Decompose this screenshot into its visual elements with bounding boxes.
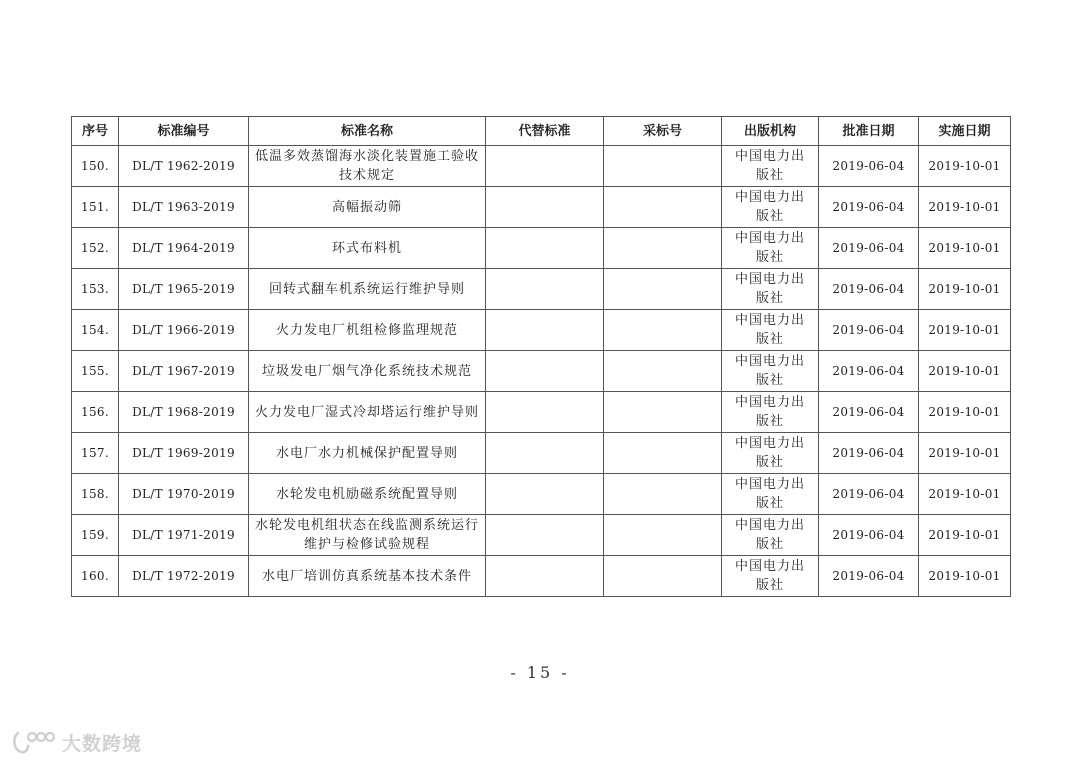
cell-approval-date: 2019-06-04: [819, 146, 919, 187]
cell-replaces: [486, 228, 604, 269]
header-publisher: 出版机构: [722, 117, 819, 146]
header-replaces: 代替标准: [486, 117, 604, 146]
cell-adopted-no: [604, 515, 722, 556]
table-row: [72, 392, 1011, 433]
cell-seq: 158.: [72, 474, 119, 515]
brand-logo-icon: [10, 729, 56, 755]
cell-standard-name: 高幅振动筛: [249, 187, 486, 228]
cell-standard-code: DL/T 1963-2019: [119, 187, 249, 228]
cell-effective-date: 2019-10-01: [919, 392, 1011, 433]
cell-approval-date: 2019-06-04: [819, 187, 919, 228]
cell-approval-date: 2019-06-04: [819, 556, 919, 597]
cell-standard-name: 垃圾发电厂烟气净化系统技术规范: [249, 351, 486, 392]
cell-adopted-no: [604, 474, 722, 515]
cell-seq: 157.: [72, 433, 119, 474]
cell-standard-name: 火力发电厂湿式冷却塔运行维护导则: [249, 392, 486, 433]
cell-replaces: [486, 515, 604, 556]
cell-publisher: 中国电力出版社: [722, 310, 819, 351]
cell-publisher: 中国电力出版社: [722, 433, 819, 474]
cell-standard-name: 水轮发电机组状态在线监测系统运行维护与检修试验规程: [249, 515, 486, 556]
cell-publisher: 中国电力出版社: [722, 187, 819, 228]
cell-publisher: 中国电力出版社: [722, 474, 819, 515]
cell-effective-date: 2019-10-01: [919, 228, 1011, 269]
cell-approval-date: 2019-06-04: [819, 433, 919, 474]
watermark: [10, 728, 142, 756]
table-row: [72, 146, 1011, 187]
cell-adopted-no: [604, 269, 722, 310]
cell-publisher: 中国电力出版社: [722, 515, 819, 556]
cell-replaces: [486, 310, 604, 351]
cell-publisher: 中国电力出版社: [722, 556, 819, 597]
cell-adopted-no: [604, 310, 722, 351]
cell-effective-date: 2019-10-01: [919, 515, 1011, 556]
cell-effective-date: 2019-10-01: [919, 351, 1011, 392]
cell-approval-date: 2019-06-04: [819, 515, 919, 556]
cell-replaces: [486, 351, 604, 392]
table-row: [72, 228, 1011, 269]
cell-standard-code: DL/T 1965-2019: [119, 269, 249, 310]
cell-effective-date: 2019-10-01: [919, 433, 1011, 474]
cell-standard-code: DL/T 1970-2019: [119, 474, 249, 515]
table-row: [72, 187, 1011, 228]
cell-publisher: 中国电力出版社: [722, 269, 819, 310]
cell-effective-date: 2019-10-01: [919, 310, 1011, 351]
cell-replaces: [486, 474, 604, 515]
cell-adopted-no: [604, 433, 722, 474]
cell-replaces: [486, 556, 604, 597]
table-row: [72, 351, 1011, 392]
cell-seq: 151.: [72, 187, 119, 228]
header-seq: 序号: [72, 117, 119, 146]
cell-adopted-no: [604, 187, 722, 228]
header-effective-date: 实施日期: [919, 117, 1011, 146]
cell-standard-code: DL/T 1964-2019: [119, 228, 249, 269]
cell-effective-date: 2019-10-01: [919, 187, 1011, 228]
cell-standard-code: DL/T 1968-2019: [119, 392, 249, 433]
header-adopted-no: 采标号: [604, 117, 722, 146]
table-row: [72, 556, 1011, 597]
cell-seq: 154.: [72, 310, 119, 351]
page-number: - 15 -: [510, 663, 570, 682]
cell-approval-date: 2019-06-04: [819, 310, 919, 351]
cell-standard-code: DL/T 1971-2019: [119, 515, 249, 556]
cell-seq: 150.: [72, 146, 119, 187]
cell-adopted-no: [604, 351, 722, 392]
table-row: [72, 433, 1011, 474]
cell-seq: 155.: [72, 351, 119, 392]
cell-approval-date: 2019-06-04: [819, 351, 919, 392]
cell-standard-name: 低温多效蒸馏海水淡化装置施工验收技术规定: [249, 146, 486, 187]
cell-standard-name: 水电厂水力机械保护配置导则: [249, 433, 486, 474]
cell-effective-date: 2019-10-01: [919, 474, 1011, 515]
cell-replaces: [486, 269, 604, 310]
cell-effective-date: 2019-10-01: [919, 146, 1011, 187]
cell-standard-code: DL/T 1972-2019: [119, 556, 249, 597]
cell-publisher: 中国电力出版社: [722, 351, 819, 392]
cell-replaces: [486, 187, 604, 228]
cell-approval-date: 2019-06-04: [819, 474, 919, 515]
cell-publisher: 中国电力出版社: [722, 228, 819, 269]
cell-replaces: [486, 146, 604, 187]
table-row: [72, 474, 1011, 515]
cell-adopted-no: [604, 228, 722, 269]
cell-standard-code: DL/T 1969-2019: [119, 433, 249, 474]
cell-seq: 152.: [72, 228, 119, 269]
header-standard-code: 标准编号: [119, 117, 249, 146]
cell-replaces: [486, 433, 604, 474]
cell-standard-name: 水电厂培训仿真系统基本技术条件: [249, 556, 486, 597]
cell-seq: 153.: [72, 269, 119, 310]
cell-seq: 160.: [72, 556, 119, 597]
cell-publisher: 中国电力出版社: [722, 392, 819, 433]
cell-standard-name: 环式布料机: [249, 228, 486, 269]
header-standard-name: 标准名称: [249, 117, 486, 146]
cell-adopted-no: [604, 146, 722, 187]
cell-effective-date: 2019-10-01: [919, 269, 1011, 310]
table-row: [72, 269, 1011, 310]
watermark-text: 大数跨境: [62, 732, 143, 755]
cell-adopted-no: [604, 556, 722, 597]
cell-seq: 159.: [72, 515, 119, 556]
standards-table: [71, 116, 1011, 597]
cell-standard-name: 火力发电厂机组检修监理规范: [249, 310, 486, 351]
cell-publisher: 中国电力出版社: [722, 146, 819, 187]
table-row: [72, 515, 1011, 556]
table-body: [72, 146, 1011, 597]
cell-adopted-no: [604, 392, 722, 433]
cell-standard-code: DL/T 1966-2019: [119, 310, 249, 351]
cell-standard-code: DL/T 1967-2019: [119, 351, 249, 392]
cell-approval-date: 2019-06-04: [819, 392, 919, 433]
table-header-row: [72, 117, 1011, 146]
cell-effective-date: 2019-10-01: [919, 556, 1011, 597]
cell-seq: 156.: [72, 392, 119, 433]
cell-standard-code: DL/T 1962-2019: [119, 146, 249, 187]
cell-standard-name: 回转式翻车机系统运行维护导则: [249, 269, 486, 310]
cell-approval-date: 2019-06-04: [819, 269, 919, 310]
header-approval-date: 批准日期: [819, 117, 919, 146]
table-row: [72, 310, 1011, 351]
cell-standard-name: 水轮发电机励磁系统配置导则: [249, 474, 486, 515]
cell-replaces: [486, 392, 604, 433]
cell-approval-date: 2019-06-04: [819, 228, 919, 269]
